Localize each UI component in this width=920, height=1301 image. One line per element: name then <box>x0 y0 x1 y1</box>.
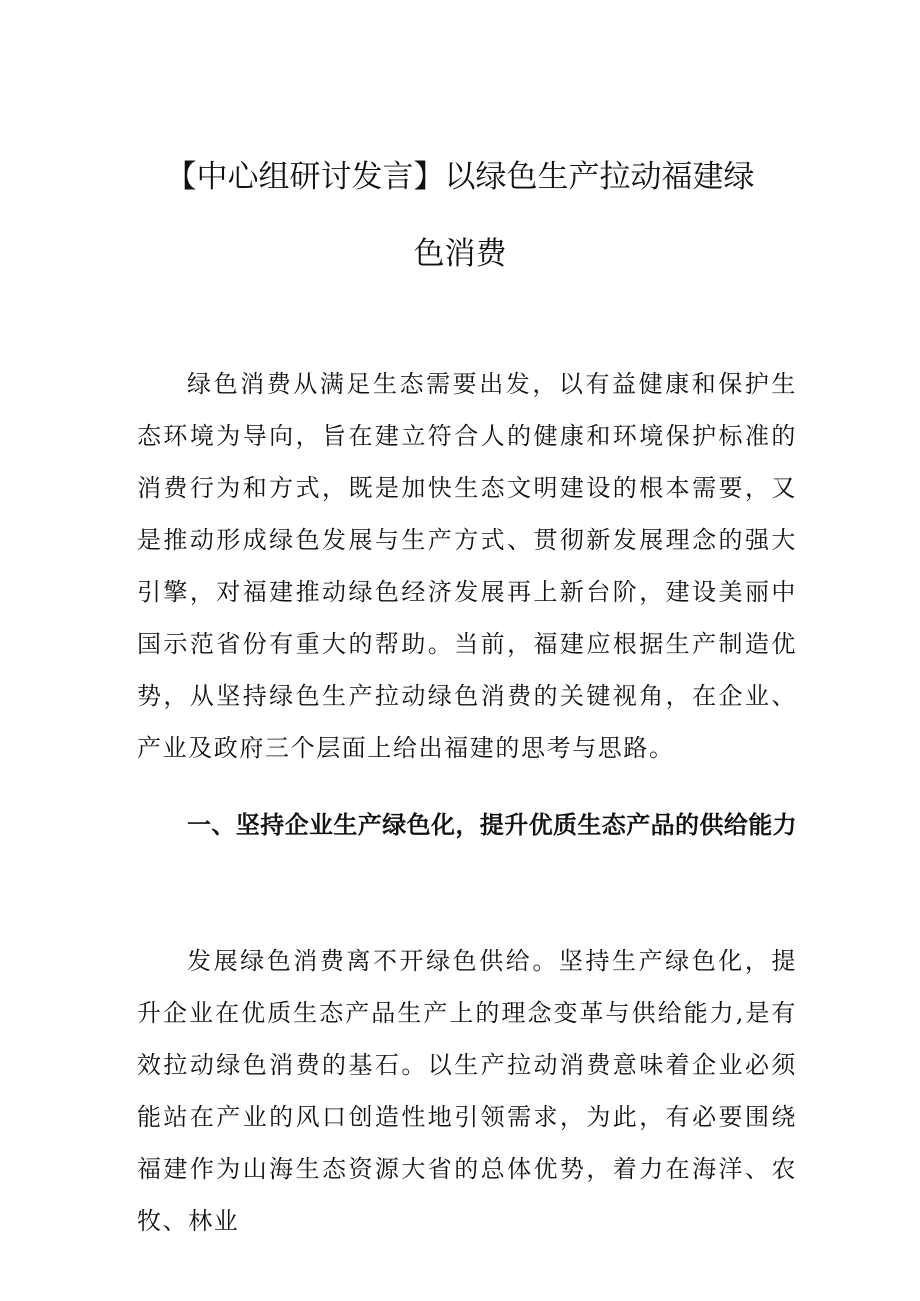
intro-paragraph: 绿色消费从满足生态需要出发，以有益健康和保护生态环境为导向，旨在建立符合人的健康和环境保护标准的消费行为和方式，既是加快生态文明建设的根本需要，又是推动形成绿色发展与生产方式、贯彻新发展理念的强大引擎，对福建推动绿色经济发展再上新台阶，建设美丽中国示范省份有重大的帮助。当前，福建应根据生产制造优势，从坚持绿色生产拉动绿色消费的关键视角，在企业、产业及政府三个层面上给出福建的思考与思路。 <box>137 370 797 762</box>
section-heading-1: 一、坚持企业生产绿色化，提升优质生态产品的供给能力 <box>187 811 797 839</box>
document-title-line-1: 【中心组研讨发言】以绿色生产拉动福建绿 <box>165 159 755 195</box>
document-title-line-2: 色消费 <box>413 236 507 272</box>
section-1-paragraph: 发展绿色消费离不开绿色供给。坚持生产绿色化，提升企业在优质生态产品生产上的理念变革与供给能力,是有效拉动绿色消费的基石。以生产拉动消费意味着企业必须能站在产业的风口创造性地引领需求，为此，有必要围绕福建作为山海生态资源大省的总体优势，着力在海洋、农牧、林业 <box>137 947 797 1235</box>
